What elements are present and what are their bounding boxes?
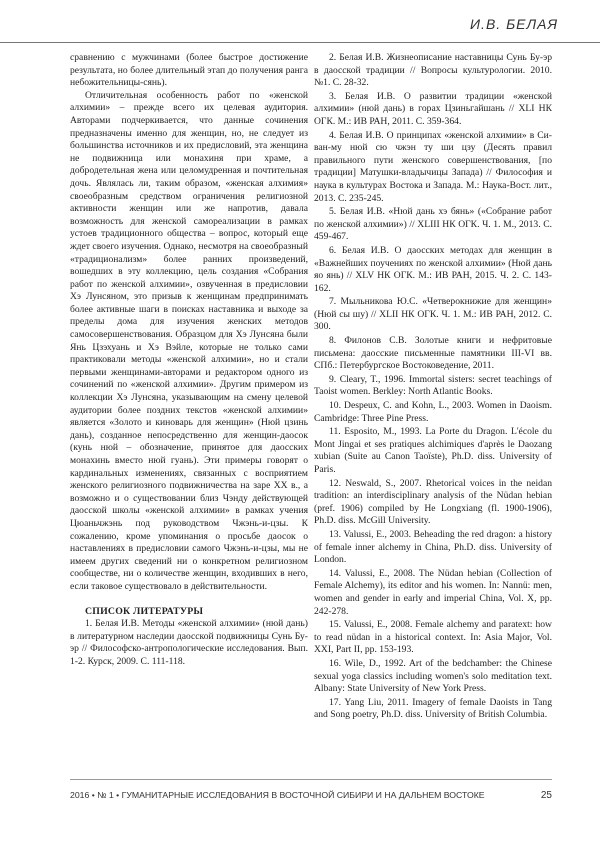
reference-item: 5. Белая И.В. «Нюй дань хэ бянь» («Собрание работ по женской алхимии») // XLIII НК ОГК. Ч. 1. М., 2013. С. 459-467. [314,206,552,243]
journal-title: 2016 • № 1 • ГУМАНИТАРНЫЕ ИССЛЕДОВАНИЯ В ВОСТОЧНОЙ СИБИРИ И НА ДАЛЬНЕМ ВОСТОКЕ [70,790,485,800]
reference-item: 6. Белая И.В. О даосских методах для женщин в «Важнейших поучениях по женской алхимии» (Нюй дань яо янь) // XLV НК ОГК. М.: ИВ РАН, 2015. Ч. 2. С. 143-162. [314,244,552,294]
reference-item: 17. Yang Liu, 2011. Imagery of female Daoists in Tang and Song poetry, Ph.D. diss. University of British Columbia. [314,696,552,721]
reference-item: 7. Мыльникова Ю.С. «Четверокнижие для женщин» (Нюй сы шу) // XLII НК ОГК. Ч. 1. М.: ИВ РАН, 2012. С. 300. [314,296,552,333]
left-column [70,52,308,670]
page-footer [70,790,552,800]
reference-item: 12. Neswald, S., 2007. Rhetorical voices in the neidan tradition: an interdisciplinary analysis of the Nüdan hebian (pref. 1906) compiled by He Longxiang (fl. 1900-1906), Ph.D. diss. McGill University. [314,477,552,527]
reference-item: 16. Wile, D., 1992. Art of the bedchamber: the Chinese sexual yoga classics including women's solo meditation text. Albany: State University of New York Press. [314,657,552,695]
reference-item: 10. Despeux, C. and Kohn, L., 2003. Women in Daoism. Cambridge: Three Pine Press. [314,400,552,424]
paragraph: сравнению с мужчинами (более быстрое достижение результата, но более длительный этап до получения ранга небожительницы-сянь). [70,52,308,89]
header-divider [0,42,600,43]
reference-item: 9. Cleary, T., 1996. Immortal sisters: secret teachings of Taoist women. Berkley: North Atlantic Books. [314,373,552,398]
page-number: 25 [540,790,552,801]
reference-item: 13. Valussi, E., 2003. Beheading the red dragon: a history of female inner alchemy in China, Ph.D. diss. University of London. [314,528,552,566]
reference-item: 4. Белая И.В. О принципах «женской алхимии» в Си-ван-му нюй сю чжэн ту ши цзу (Десять правил правильного пути женского совершенствования, [по традиции] Матушки-владычицы Запада) // Философия и наука в культурах Востока и Запада. М.: Наука-Вост. лит., 2013. С. 235-245. [314,129,552,204]
bibliography-heading: СПИСОК ЛИТЕРАТУРЫ [85,605,204,617]
reference-item: 8. Филонов С.В. Золотые книги и нефритовые письмена: даосские письменные памятники III-VI вв. СПб.: Петербургское Востоковедение, 2011. [314,335,552,372]
footer-divider [70,779,552,780]
paragraph: Отличительная особенность работ по «женской алхимии» – прежде всего их целевая аудитория. Авторами подчеркивается, что данные сочинения предназначены именно для женщин, но, не следует из большинства источников и их предисловий, эта женщина не подвижница или монахиня при храме, а добродетельная жена или целомудренная и почтительная дочь. Являлась ли, таким образом, «женская алхимия» своеобразным средством ограничения религиозной активности женщин или же напротив, давала возможность для женской самореализации в рамках устоев традиционного общества – вопрос, который еще ждет своего изучения. Однако, несмотря на своеобразный «традиционализм» более ранних произведений, вошедших в эту коллекцию, цель создания «Собрания работ по женской алхимии», озвученная в предисловии Хэ Лунсяном, это призыв к женщинам предпринимать более активные шаги в поисках наставника и выходе за пределы дома для изучения женских методов самосовершенствования. Образцом для Хэ Лунсяна были Янь Цзэхуань и Хэ Вэйле, которые не только сами практиковали методы «женской алхимии», но и стали первыми женщинами-авторами и редактором одного из сочинений по «женской алхимии». Другим примером из коллекции Хэ Лунсяна, указывающим на смену целевой аудитории более поздних текстов «женской алхимии» является «Золото и киноварь для женщин» (Нюй цзинь дань), созданное непосредственно для женщин-даосок (кунь нюй – обозначение, принятое для даосских монахинь вместо нюй гуань). Эти примеры говорят о кардинальных изменениях, связанных с восприятием женского религиозного подвижничества на заре XX в., а возможно и о существовании близ Чэнду действующей даосской школы «женской алхимии» в рамках учения Цюаньчжэнь под руководством Чжэнь-и-цзы. К сожалению, кроме упоминания о просьбе даосок о наставлениях в предисловии самого Чжэнь-и-цзы, мы не имеем других сведений ни о конкретном религиозном сообществе, ни о количестве женщин, входивших в него, если таковое существовало в действительности. [70,89,308,592]
reference-item: 11. Esposito, M., 1993. La Porte du Dragon. L'école du Mont Jingai et ses pratiques alchimiques d'après le Daozang xubian (Suite au Canon Taoïste), Ph.D. diss. University of Paris. [314,426,552,475]
reference-item: 1. Белая И.В. Методы «женской алхимии» (нюй дань) в литературном наследии даосской подвижницы Сунь Бу-эр // Философско-антропологические исследования. Вып. 1-2. Курск, 2009. С. 111-118. [70,618,308,667]
running-header-author: И.В. БЕЛАЯ [470,16,558,32]
right-column [314,52,552,723]
reference-item: 15. Valussi, E., 2008. Female alchemy and paratext: how to read nüdan in a historical context. In: Asia Major, Vol. XXI, Part II, pp. 153-193. [314,619,552,656]
reference-item: 14. Valussi, E., 2008. The Nüdan hebian (Collection of Female Alchemy), its editor and his women. In: Nannü: men, women and gender in early and imperial China, Vol. X, pp. 242-278. [314,567,552,617]
reference-item: 2. Белая И.В. Жизнеописание наставницы Сунь Бу-эр в даосской традиции // Вопросы культурологии. 2010. №1. С. 28-32. [314,52,552,89]
reference-item: 3. Белая И.В. О развитии традиции «женской алхимии» (нюй дань) в горах Цзиньгайшань // XLI НК ОГК. М.: ИВ РАН, 2011. С. 359-364. [314,90,552,127]
